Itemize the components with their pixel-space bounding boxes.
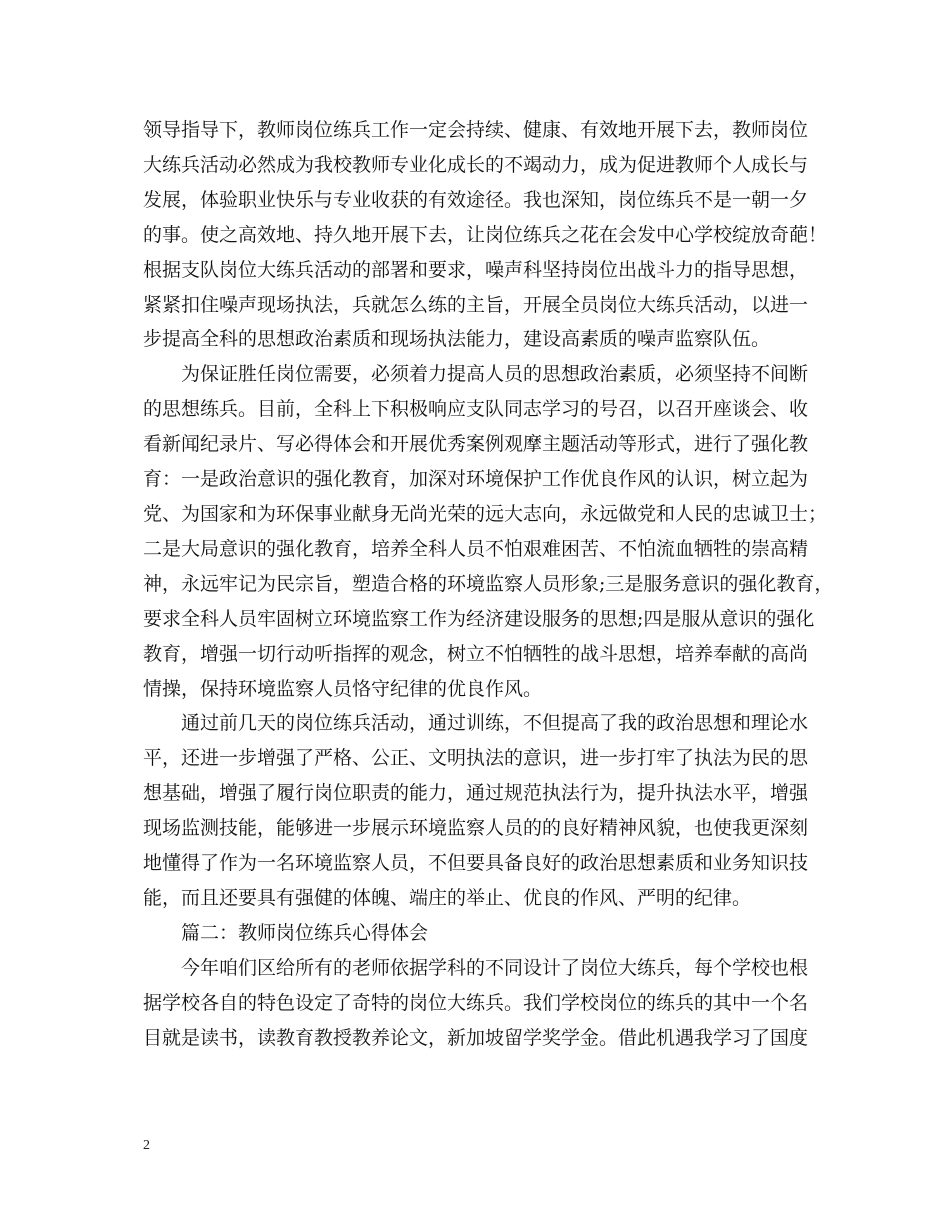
text-line: 紧紧扣住噪声现场执法，兵就怎么练的主旨，开展全员岗位大练兵活动，以进一 — [143, 293, 809, 316]
text-line: 为保证胜任岗位需要，必须着力提高人员的思想政治素质，必须坚持不间断 — [181, 363, 809, 386]
text-line: 神，永远牢记为民宗旨，塑造合格的环境监察人员形象;三是服务意识的强化教育， — [143, 572, 834, 595]
text-line: 教育，增强一切行动听指挥的观念，树立不怕牺牲的战斗思想，培养奉献的高尚 — [143, 642, 809, 665]
text-line: 发展，体验职业快乐与专业收获的有效途径。我也深知，岗位练兵不是一朝一夕 — [143, 188, 809, 211]
text-line: 想基础，增强了履行岗位职责的能力，通过规范执法行为，提升执法水平，增强 — [143, 782, 809, 805]
text-line: 的事。使之高效地、持久地开展下去，让岗位练兵之花在会发中心学校绽放奇葩！ — [143, 223, 828, 246]
text-line: 篇二：教师岗位练兵心得体会 — [181, 921, 429, 944]
text-line: 要求全科人员牢固树立环境监察工作为经济建设服务的思想;四是服从意识的强化 — [143, 607, 815, 630]
text-line: 大练兵活动必然成为我校教师专业化成长的不竭动力，成为促进教师个人成长与 — [143, 153, 809, 176]
text-line: 据学校各自的特色设定了奇特的岗位大练兵。我们学校岗位的练兵的其中一个名 — [143, 991, 809, 1014]
section-heading — [143, 916, 815, 951]
text-line: 根据支队岗位大练兵活动的部署和要求，噪声科坚持岗位出战斗力的指导思想， — [143, 258, 809, 281]
text-line: 能，而且还要具有强健的体魄、端庄的举止、优良的作风、严明的纪律。 — [143, 886, 752, 909]
paragraph-5 — [143, 951, 815, 1056]
text-line: 步提高全科的思想政治素质和现场执法能力，建设高素质的噪声监察队伍。 — [143, 328, 771, 351]
page-number: 2 — [143, 1138, 150, 1153]
paragraph-3 — [143, 706, 815, 915]
text-line: 的思想练兵。目前，全科上下积极响应支队同志学习的号召，以召开座谈会、收 — [143, 398, 809, 421]
paragraph-2 — [143, 357, 834, 706]
text-line: 育：一是政治意识的强化教育，加深对环境保护工作优良作风的认识，树立起为 — [143, 468, 809, 491]
text-line: 今年咱们区给所有的老师依据学科的不同设计了岗位大练兵，每个学校也根 — [181, 956, 809, 979]
text-line: 地懂得了作为一名环境监察人员，不但要具备良好的政治思想素质和业务知识技 — [143, 852, 809, 875]
document-body — [143, 113, 834, 1055]
paragraph-1 — [143, 113, 828, 357]
text-line: 领导指导下，教师岗位练兵工作一定会持续、健康、有效地开展下去，教师岗位 — [143, 119, 809, 141]
text-line: 平，还进一步增强了严格、公正、文明执法的意识，进一步打牢了执法为民的思 — [143, 747, 809, 770]
text-line: 党、为国家和为环保事业献身无尚光荣的远大志向，永远做党和人民的忠诚卫士； — [143, 502, 828, 525]
text-line: 通过前几天的岗位练兵活动，通过训练，不但提高了我的政治思想和理论水 — [181, 712, 809, 735]
text-line: 情操，保持环境监察人员恪守纪律的优良作风。 — [143, 677, 543, 700]
text-line: 看新闻纪录片、写必得体会和开展优秀案例观摩主题活动等形式，进行了强化教 — [143, 433, 809, 456]
text-line: 目就是读书，读教育教授教养论文，新加坡留学奖学金。借此机遇我学习了国度 — [143, 1026, 809, 1049]
text-line: 现场监测技能，能够进一步展示环境监察人员的的良好精神风貌，也使我更深刻 — [143, 817, 809, 840]
text-line: 二是大局意识的强化教育，培养全科人员不怕艰难困苦、不怕流血牺牲的崇高精 — [143, 537, 809, 560]
